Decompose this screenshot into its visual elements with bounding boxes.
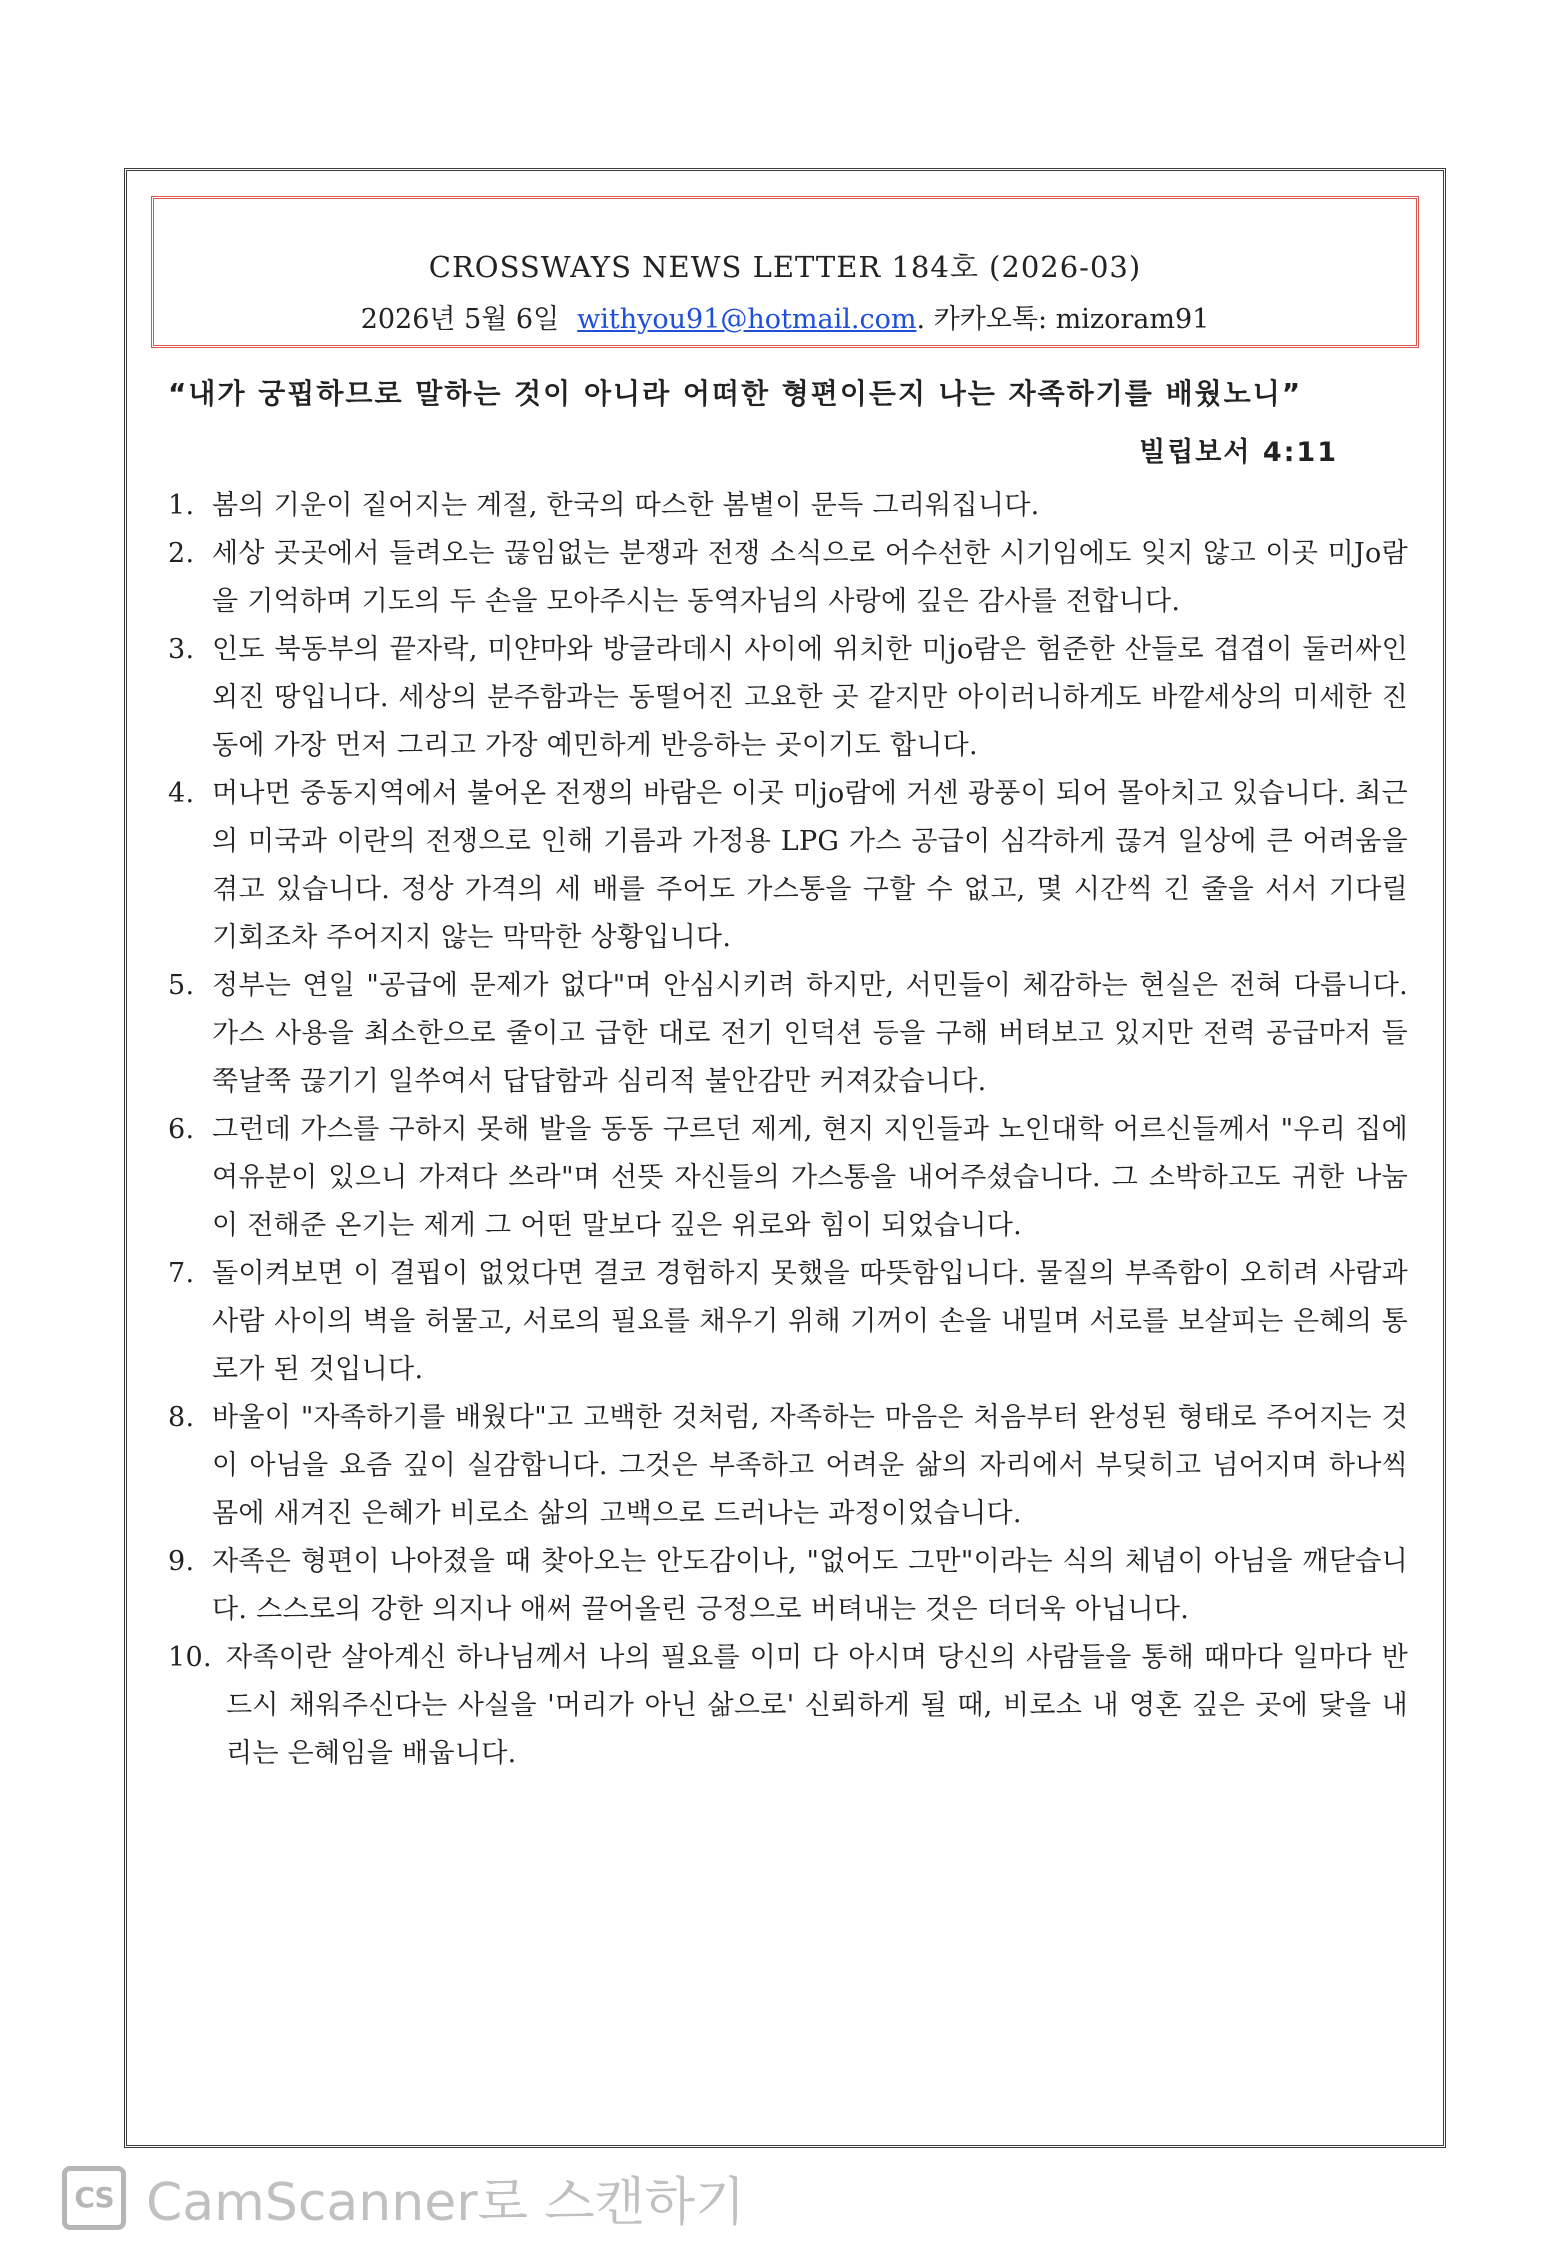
camscanner-watermark — [62, 2160, 745, 2235]
camscanner-logo-icon: CS — [62, 2166, 126, 2230]
paragraph-text: 자족이란 살아계신 하나님께서 나의 필요를 이미 다 아시며 당신의 사람들을 통해 때마다 일마다 반드시 채워주신다는 사실을 '머리가 아닌 삶으로' 신뢰하게 될 때, 비로소 내 영혼 깊은 곳에 닻을 내리는 은혜임을 배웁니다. — [226, 1642, 1408, 1769]
paragraph-number: 9. — [168, 1546, 195, 1577]
paragraph-9 — [168, 1538, 1408, 1634]
paragraph-4 — [168, 770, 1408, 962]
paragraph-text: 인도 북동부의 끝자락, 미얀마와 방글라데시 사이에 위치한 미jo람은 험준한 산들로 겹겹이 둘러싸인 외진 땅입니다. 세상의 분주함과는 동떨어진 고요한 곳 같지만 아이러니하게도 바깥세상의 미세한 진동에 가장 먼저 그리고 가장 예민하게 반응하는 곳이기도 합니다. — [212, 634, 1408, 761]
paragraph-7 — [168, 1250, 1408, 1394]
email-link[interactable]: withyou91@hotmail.com — [577, 304, 917, 335]
paragraph-1 — [168, 482, 1408, 530]
scripture-reference: 빌립보서 4:11 — [1139, 437, 1338, 468]
paragraph-6 — [168, 1106, 1408, 1250]
paragraph-number: 7. — [168, 1258, 195, 1289]
paragraph-number: 1. — [168, 490, 195, 521]
scripture-verse: “내가 궁핍하므로 말하는 것이 아니라 어떠한 형편이든지 나는 자족하기를 배웠노니” — [168, 377, 1303, 410]
newsletter-header — [151, 196, 1419, 348]
paragraph-number: 3. — [168, 634, 195, 665]
paragraph-number: 2. — [168, 538, 195, 569]
kakao-id: . 카카오톡: mizoram91 — [916, 304, 1210, 335]
paragraph-text: 봄의 기운이 짙어지는 계절, 한국의 따스한 봄볕이 문득 그리워집니다. — [212, 490, 1040, 521]
paragraph-number: 4. — [168, 778, 195, 809]
paragraph-number: 8. — [168, 1402, 195, 1433]
newsletter-body — [168, 482, 1408, 1778]
paragraph-text: 세상 곳곳에서 들려오는 끊임없는 분쟁과 전쟁 소식으로 어수선한 시기임에도 잊지 않고 이곳 미Jo람을 기억하며 기도의 두 손을 모아주시는 동역자님의 사랑에 깊은 감사를 전합니다. — [212, 538, 1408, 617]
newsletter-title: CROSSWAYS NEWS LETTER 184호 (2026-03) — [428, 250, 1142, 284]
paragraph-text: 그런데 가스를 구하지 못해 발을 동동 구르던 제게, 현지 지인들과 노인대학 어르신들께서 "우리 집에 여유분이 있으니 가져다 쓰라"며 선뜻 자신들의 가스통을 내어주셨습니다. 그 소박하고도 귀한 나눔이 전해준 온기는 제게 그 어떤 말보다 깊은 위로와 힘이 되었습니다. — [212, 1114, 1408, 1241]
paragraph-10 — [168, 1634, 1408, 1778]
paragraph-3 — [168, 626, 1408, 770]
paragraph-2 — [168, 530, 1408, 626]
paragraph-number: 10. — [168, 1642, 212, 1673]
paragraph-text: 바울이 "자족하기를 배웠다"고 고백한 것처럼, 자족하는 마음은 처음부터 완성된 형태로 주어지는 것이 아님을 요즘 깊이 실감합니다. 그것은 부족하고 어려운 삶의 자리에서 부딪히고 넘어지며 하나씩 몸에 새겨진 은혜가 비로소 삶의 고백으로 드러나는 과정이었습니다. — [212, 1402, 1408, 1529]
paragraph-text: 머나먼 중동지역에서 불어온 전쟁의 바람은 이곳 미jo람에 거센 광풍이 되어 몰아치고 있습니다. 최근의 미국과 이란의 전쟁으로 인해 기름과 가정용 LPG 가스 공급이 심각하게 끊겨 일상에 큰 어려움을 겪고 있습니다. 정상 가격의 세 배를 주어도 가스통을 구할 수 없고, 몇 시간씩 긴 줄을 서서 기다릴 기회조차 주어지지 않는 막막한 상황입니다. — [212, 778, 1408, 953]
camscanner-text: CamScanner로 스캔하기 — [146, 2173, 746, 2233]
paragraph-number: 6. — [168, 1114, 195, 1145]
issue-date: 2026년 5월 6일 — [360, 304, 560, 335]
paragraph-text: 돌이켜보면 이 결핍이 없었다면 결코 경험하지 못했을 따뜻함입니다. 물질의 부족함이 오히려 사람과 사람 사이의 벽을 허물고, 서로의 필요를 채우기 위해 기꺼이 손을 내밀며 서로를 보살피는 은혜의 통로가 된 것입니다. — [212, 1258, 1408, 1385]
paragraph-number: 5. — [168, 970, 195, 1001]
paragraph-8 — [168, 1394, 1408, 1538]
newsletter-contact-line — [154, 297, 1416, 336]
paragraph-5 — [168, 962, 1408, 1106]
paragraph-text: 자족은 형편이 나아졌을 때 찾아오는 안도감이나, "없어도 그만"이라는 식의 체념이 아님을 깨닫습니다. 스스로의 강한 의지나 애써 끌어올린 긍정으로 버텨내는 것은 더더욱 아닙니다. — [212, 1546, 1408, 1625]
paragraph-text: 정부는 연일 "공급에 문제가 없다"며 안심시키려 하지만, 서민들이 체감하는 현실은 전혀 다릅니다. 가스 사용을 최소한으로 줄이고 급한 대로 전기 인덕션 등을 구해 버텨보고 있지만 전력 공급마저 들쭉날쭉 끊기기 일쑤여서 답답함과 심리적 불안감만 커져갔습니다. — [212, 970, 1408, 1097]
